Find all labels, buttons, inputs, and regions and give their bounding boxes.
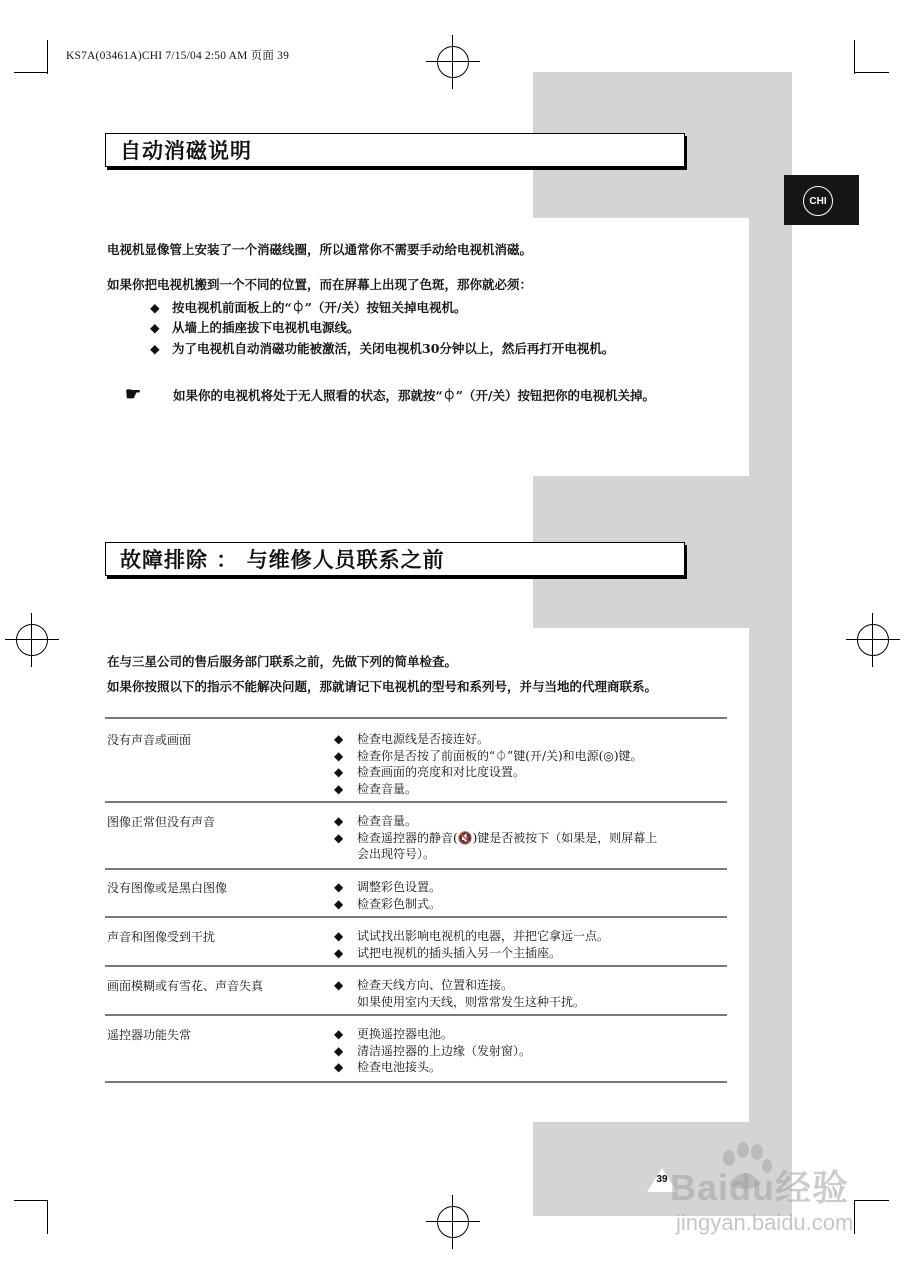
action-item: ◆ 更换遥控器电池。 (334, 1027, 454, 1041)
actions-cell (334, 1026, 734, 1076)
diamond-bullet-icon: ◆ (150, 320, 160, 335)
watermark-url: jingyan.baidu.com (676, 1210, 854, 1235)
diamond-bullet-icon: ◆ (334, 781, 344, 796)
diamond-bullet-icon: ◆ (334, 765, 344, 779)
symptom-cell: 声音和图像受到干扰 (107, 930, 216, 944)
diamond-bullet-icon: ◆ (150, 341, 160, 356)
diamond-bullet-icon: ◆ (334, 748, 344, 763)
power-icon: ⏀ (291, 301, 305, 316)
actions-cell (334, 813, 734, 863)
symptom-cell: 遥控器功能失常 (107, 1028, 192, 1042)
page-number: 39 (656, 1174, 668, 1185)
action-item: ◆ 清洁遥控器的上边缘（发射窗）。 (334, 1043, 532, 1058)
section-title-text: 故障排除 ： 与维修人员联系之前 (120, 547, 445, 572)
action-item: ◆ 试把电视机的插头插入另一个主插座。 (334, 945, 562, 960)
action-item: ◆ 检查电池接头。 (334, 1060, 442, 1074)
action-item: ◆ 检查电源线是否接连好。 (334, 732, 490, 746)
diamond-bullet-icon: ◆ (334, 1043, 344, 1058)
action-item-continuation: 如果使用室内天线，则常常发生这种干扰。 (357, 994, 586, 1009)
section-title-degaussing (105, 133, 685, 167)
actions-cell (334, 731, 734, 797)
degauss-step: ◆ 为了电视机自动消磁功能被激活，关闭电视机30分钟以上，然后再打开电视机。 (150, 341, 615, 356)
action-item: ◆ 检查音量。 (334, 781, 418, 796)
actions-cell (334, 879, 734, 912)
crop-mark (855, 1200, 889, 1201)
table-rule (105, 1081, 727, 1083)
diamond-bullet-icon: ◆ (334, 880, 344, 894)
diamond-bullet-icon: ◆ (334, 830, 344, 845)
section-title-troubleshooting (105, 542, 685, 576)
actions-cell (334, 977, 734, 1010)
degauss-note: ☛ 如果你的电视机将处于无人照看的状态，那就按“⏀”（开/关）按钮把你的电视机关掉。 (125, 384, 655, 405)
action-item: ◆ 检查遥控器的静音(🔇)键是否被按下（如果是，则屏幕上 (334, 830, 658, 845)
action-item: ◆ 检查彩色制式。 (334, 896, 442, 911)
actions-cell (334, 928, 734, 961)
crop-mark (47, 1200, 48, 1234)
diamond-bullet-icon: ◆ (334, 945, 344, 960)
section-title-text: 自动消磁说明 (120, 138, 252, 163)
table-rule (105, 965, 727, 967)
action-item-continuation: 会出现符号）。 (357, 847, 436, 861)
diamond-bullet-icon: ◆ (334, 978, 344, 992)
degauss-step: ◆ 按电视机前面板上的“⏀”（开/关）按钮关掉电视机。 (150, 300, 467, 316)
diamond-bullet-icon: ◆ (334, 1060, 344, 1074)
registration-mark (16, 624, 48, 656)
crop-mark (14, 72, 48, 73)
diamond-bullet-icon: ◆ (334, 732, 344, 746)
registration-mark (437, 1206, 469, 1238)
crop-mark (854, 40, 855, 74)
diamond-bullet-icon: ◆ (150, 300, 160, 315)
action-item: ◆ 检查天线方向、位置和连接。 (334, 978, 514, 992)
table-rule (105, 916, 727, 918)
action-item: ◆ 检查你是否按了前面板的“⏀”键(开/关)和电源(◎)键。 (334, 748, 643, 763)
troubleshoot-intro: 在与三星公司的售后服务部门联系之前，先做下列的简单检查。 (107, 654, 458, 669)
symptom-cell: 画面模糊或有雪花、声音失真 (107, 979, 264, 993)
diamond-bullet-icon: ◆ (334, 1027, 344, 1041)
troubleshoot-instruction: 如果你按照以下的指示不能解决问题，那就请记下电视机的型号和系列号，并与当地的代理商联系。 (107, 679, 658, 694)
crop-mark (47, 40, 48, 74)
diamond-bullet-icon: ◆ (334, 896, 344, 911)
language-badge: CHI (803, 186, 833, 216)
print-slug: KS7A(03461A)CHI 7/15/04 2:50 AM 页面 39 (66, 50, 290, 62)
crop-mark (855, 72, 889, 73)
table-rule (105, 717, 727, 719)
watermark-logo: Baidu经验 (670, 1167, 850, 1208)
power-icon: ⏀ (442, 389, 456, 404)
degauss-condition: 如果你把电视机搬到一个不同的位置，而在屏幕上出现了色斑，那你就必须： (107, 277, 533, 292)
registration-mark (437, 46, 469, 78)
degauss-step: ◆ 从墙上的插座拔下电视机电源线。 (150, 320, 360, 335)
crop-mark (14, 1200, 48, 1201)
gray-band-top-strip (749, 218, 792, 476)
registration-mark (857, 624, 889, 656)
action-item: ◆ 检查音量。 (334, 814, 418, 828)
action-item: ◆ 试试找出影响电视机的电器，并把它拿远一点。 (334, 929, 610, 943)
degauss-intro: 电视机显像管上安装了一个消磁线圈，所以通常你不需要手动给电视机消磁。 (107, 242, 533, 257)
symptom-cell: 图像正常但没有声音 (107, 815, 216, 829)
symptom-cell: 没有声音或画面 (107, 733, 192, 747)
symptom-cell: 没有图像或是黑白图像 (107, 881, 228, 895)
diamond-bullet-icon: ◆ (334, 929, 344, 943)
pointing-hand-icon: ☛ (125, 384, 142, 405)
table-rule (105, 1014, 727, 1016)
gray-band-middle-strip (749, 628, 792, 1122)
diamond-bullet-icon: ◆ (334, 814, 344, 828)
action-item: ◆ 调整彩色设置。 (334, 880, 442, 894)
language-tab (784, 175, 859, 225)
action-item: ◆ 检查画面的亮度和对比度设置。 (334, 765, 526, 779)
table-rule (105, 801, 727, 803)
table-rule (105, 868, 727, 870)
crop-mark (854, 1200, 855, 1234)
